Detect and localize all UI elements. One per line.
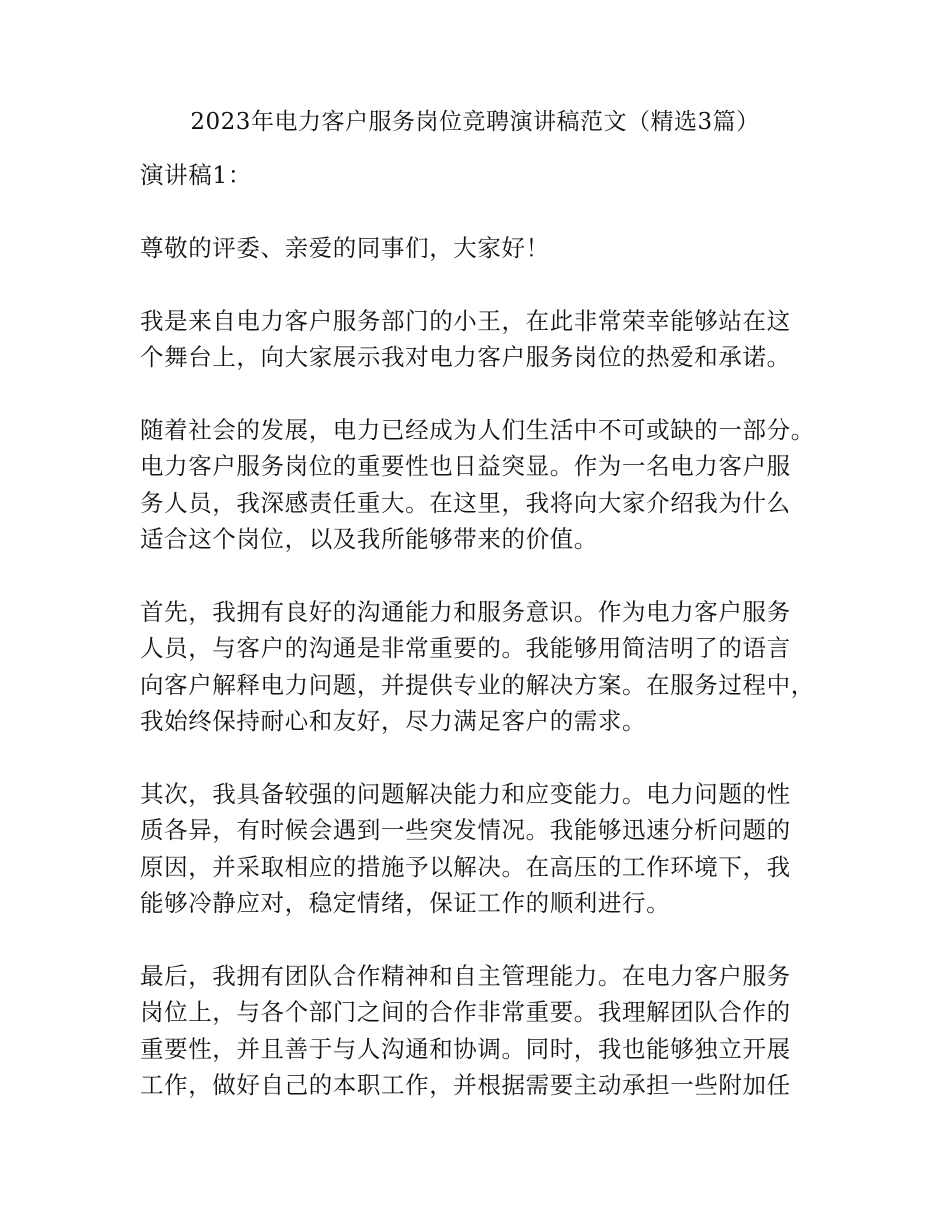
second-point-paragraph xyxy=(140,776,830,922)
text-line: 电力客户服务岗位的重要性也日益突显。作为一名电力客户服 xyxy=(140,452,791,481)
text-line: 岗位上，与各个部门之间的合作非常重要。我理解团队合作的 xyxy=(140,998,791,1027)
context-paragraph xyxy=(140,412,830,558)
text-line: 能够冷静应对，稳定情绪，保证工作的顺利进行。 xyxy=(140,889,671,918)
document-title: 2023年电力客户服务岗位竞聘演讲稿范文（精选3篇） xyxy=(190,109,760,135)
speech-heading xyxy=(140,157,830,193)
text-line: 适合这个岗位，以及我所能够带来的价值。 xyxy=(140,525,598,554)
document-body xyxy=(140,157,830,1140)
text-line: 质各异，有时候会遇到一些突发情况。我能够迅速分析问题的 xyxy=(140,816,791,845)
text-line: 重要性，并且善于与人沟通和协调。同时，我也能够独立开展 xyxy=(140,1034,791,1063)
text-line: 其次，我具备较强的问题解决能力和应变能力。电力问题的性 xyxy=(140,779,791,808)
text-line: 随着社会的发展，电力已经成为人们生活中不可或缺的一部分。 xyxy=(140,415,815,444)
text-line: 原因，并采取相应的措施予以解决。在高压的工作环境下，我 xyxy=(140,852,791,881)
text-line: 最后，我拥有团队合作精神和自主管理能力。在电力客户服务 xyxy=(140,961,791,990)
text-line: 人员，与客户的沟通是非常重要的。我能够用简洁明了的语言 xyxy=(140,634,791,663)
text-line: 务人员，我深感责任重大。在这里，我将向大家介绍我为什么 xyxy=(140,488,791,517)
third-point-paragraph xyxy=(140,958,830,1104)
first-point-paragraph xyxy=(140,594,830,740)
text-line: 尊敬的评委、亲爱的同事们，大家好！ xyxy=(140,233,550,262)
text-line: 个舞台上，向大家展示我对电力客户服务岗位的热爱和承诺。 xyxy=(140,343,791,371)
text-line: 向客户解释电力问题，并提供专业的解决方案。在服务过程中， xyxy=(140,670,815,699)
text-line: 首先，我拥有良好的沟通能力和服务意识。作为电力客户服务 xyxy=(140,597,791,626)
intro-paragraph xyxy=(140,303,830,376)
text-line: 演讲稿1： xyxy=(140,161,252,189)
text-line: 工作，做好自己的本职工作，并根据需要主动承担一些附加任 xyxy=(140,1071,791,1100)
greeting-paragraph xyxy=(140,230,830,266)
text-line: 我是来自电力客户服务部门的小王，在此非常荣幸能够站在这 xyxy=(140,306,791,335)
text-line: 我始终保持耐心和友好，尽力满足客户的需求。 xyxy=(140,707,647,736)
